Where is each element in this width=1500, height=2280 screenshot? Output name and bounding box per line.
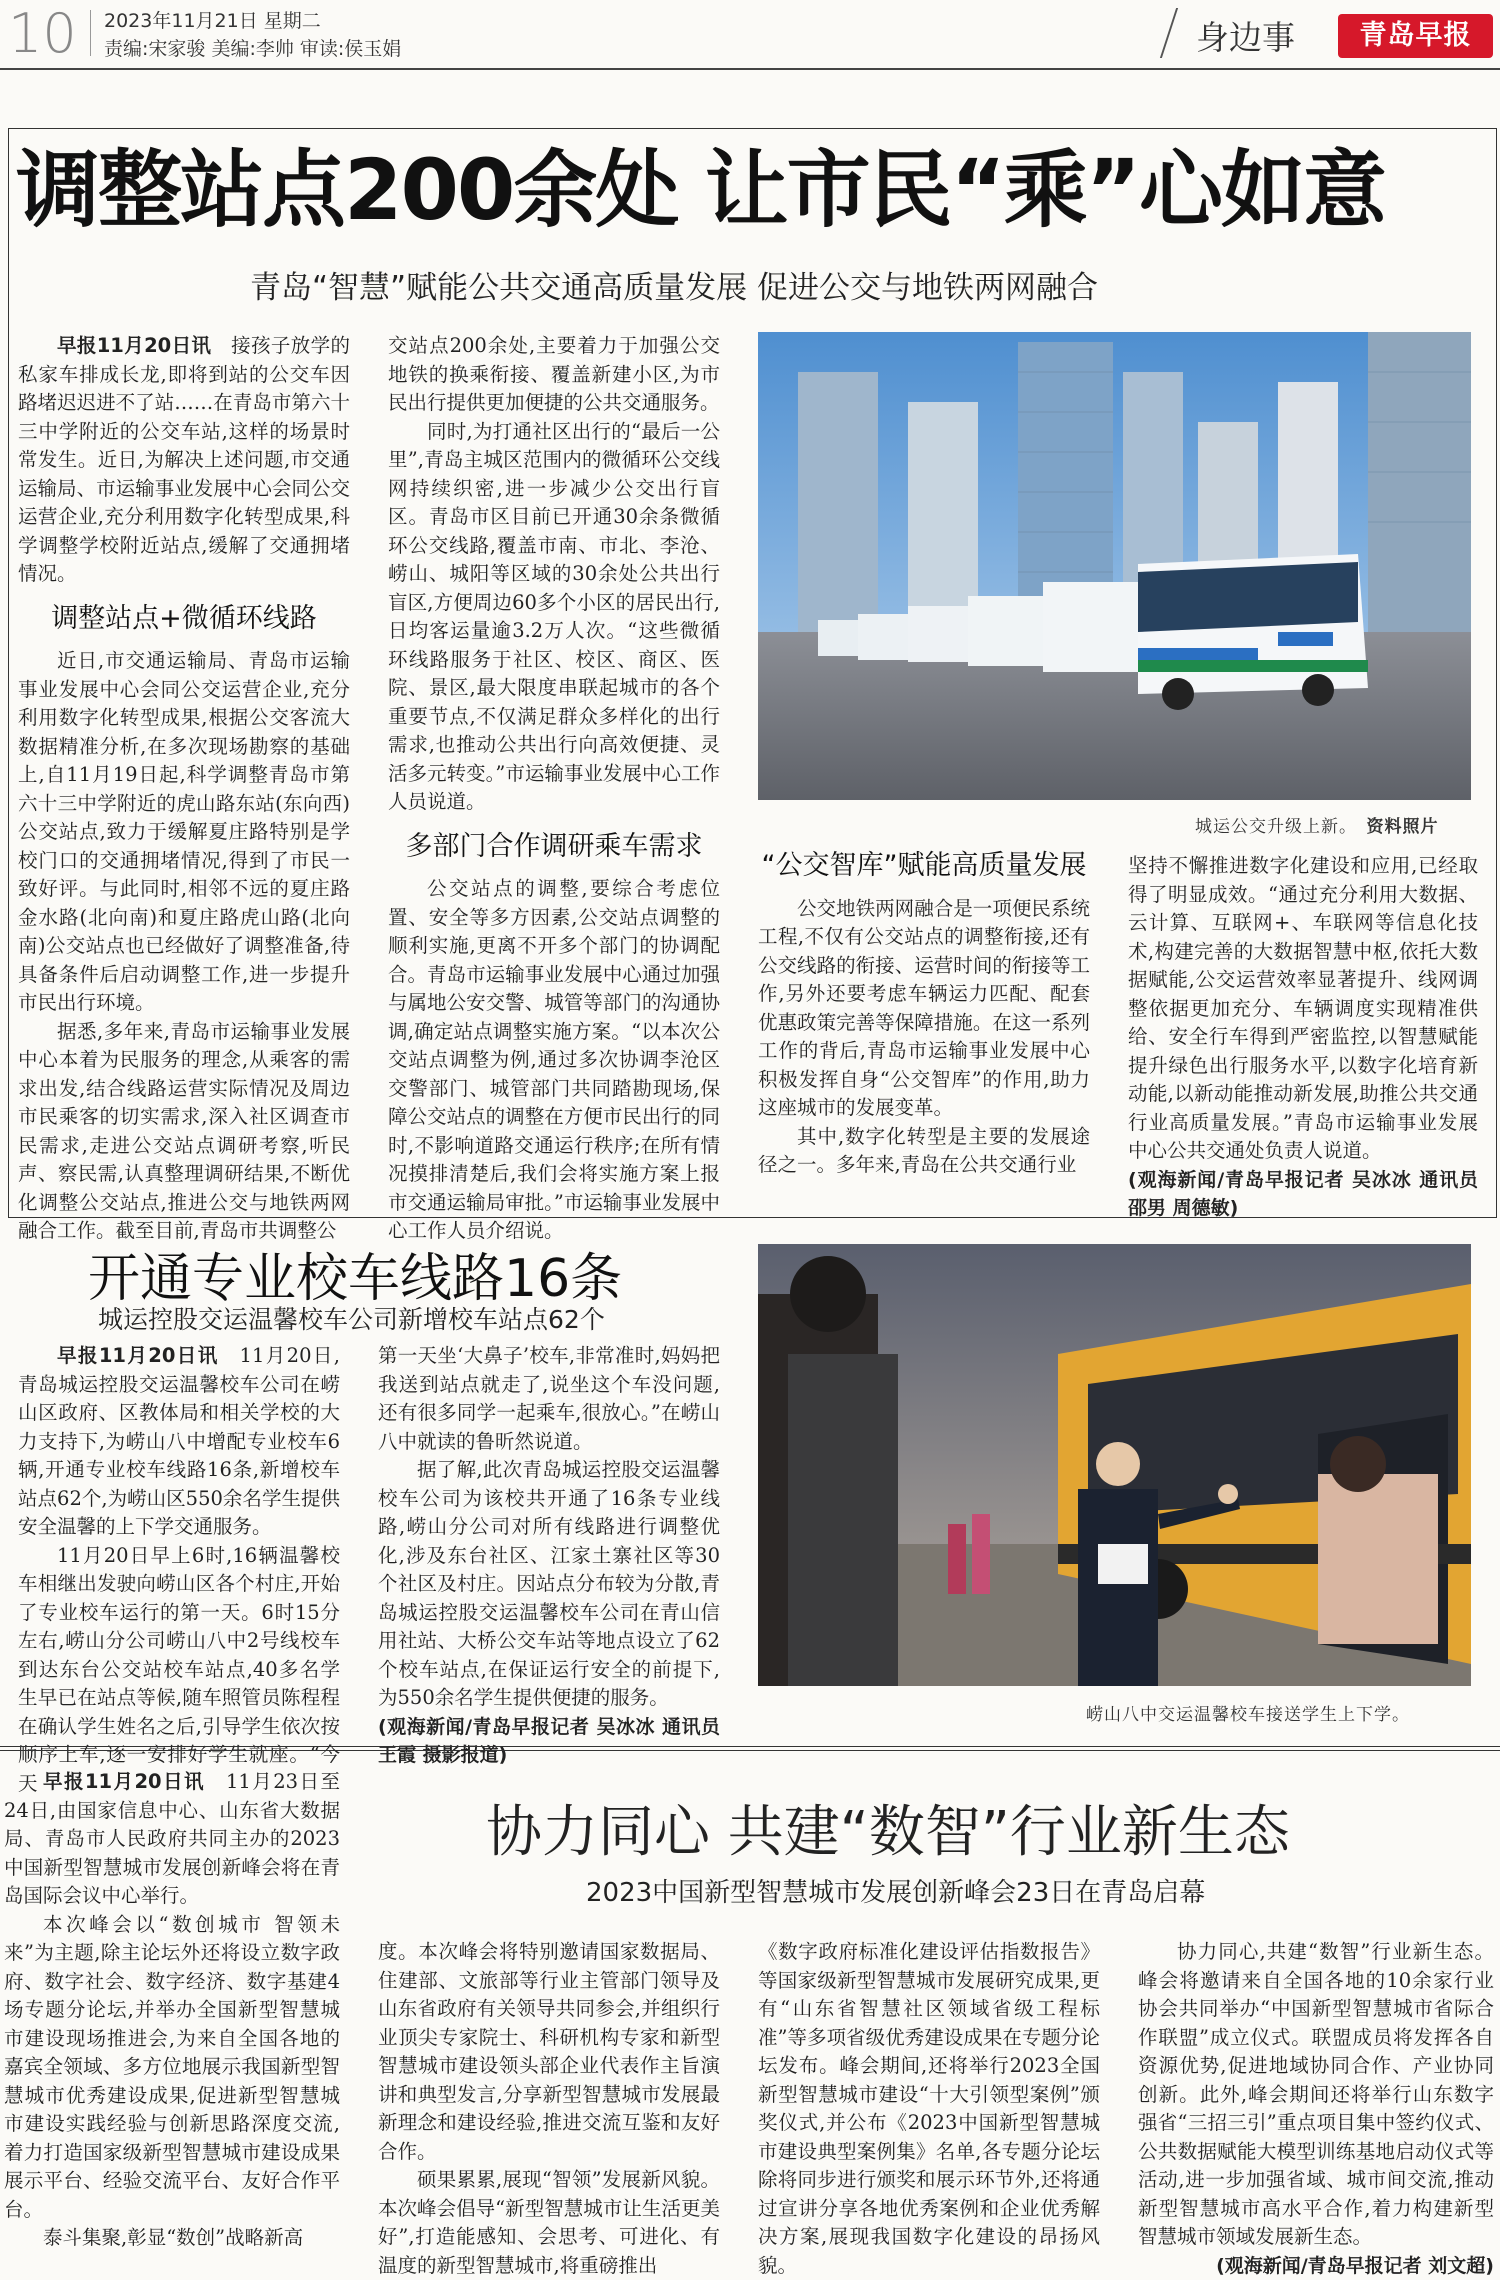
bus-fleet-image <box>758 332 1471 800</box>
article2-subheadline: 城运控股交运温馨校车公司新增校车站点62个 <box>98 1300 605 1336</box>
article2-headline: 开通专业校车线路16条 <box>88 1236 622 1311</box>
article1-paragraph: 公交站点的调整,要综合考虑位置、安全等多方因素,公交站点调整的顺利实施,更离不开多个部门的协调配合。青岛市运输事业发展中心通过加强与属地公安交警、城管等部门的沟通协调,确定站点调整实施方案。“以本次公交站点调整为例,通过多次协调李沧区交警部门、城管部门共同踏勘现场,保障公交站点的调整在方便市民出行的同时,不影响道路交通运行秩序;在所有情况摸排清楚后,我们会将实施方案上报市交通运输局审批。”市运输事业发展中心工作人员介绍说。 <box>388 875 720 1246</box>
article2-paragraph: 据了解,此次青岛城运控股交运温馨校车公司为该校共开通了16条专业线路,崂山分公司对所有线路进行调整优化,涉及东台社区、江家土寨社区等30个社区及村庄。因站点分布较为分散,青岛城运控股交运温馨校车公司在青山信用社站、大桥公交车站等地点设立了62个校车站点,在保证运行安全的前提下,为550余名学生提供便捷的服务。 <box>378 1456 720 1713</box>
article1-column-1 <box>18 332 350 1246</box>
article1-paragraph: 据悉,多年来,青岛市运输事业发展中心本着为民服务的理念,从乘客的需求出发,结合线路运营实际情况及周边市民乘客的切实需求,深入社区调查市民需求,走进公交站点调研考察,听民声、察民需,认真整理调研结果,不断优化调整公交站点,推进公交与地铁两网融合工作。截至目前,青岛市共调整公 <box>18 1018 350 1246</box>
article1-photo-caption: 城运公交升级上新。 资料照片 <box>1195 812 1439 837</box>
section-divider <box>1160 8 1178 58</box>
article1-column-3 <box>758 852 1090 1180</box>
article3-column-1 <box>4 1768 340 2253</box>
article2-photo-school-bus <box>758 1244 1471 1686</box>
article1-byline: (观海新闻/青岛早报记者 吴冰冰 通讯员 邵男 周德敏) <box>1128 1166 1478 1223</box>
article1-paragraph: 公交地铁两网融合是一项便民系统工程,不仅有公交站点的调整衔接,还有公交线路的衔接、运营时间的衔接等工作,另外还要考虑车辆运力匹配、配套优惠政策完善等保障措施。在这一系列工作的背后,青岛市运输事业发展中心积极发挥自身“公交智库”的作用,助力这座城市的发展变革。 <box>758 895 1090 1123</box>
article2-column-1 <box>18 1342 340 1798</box>
page-header <box>0 0 1500 70</box>
article3-paragraph: 硕果累累,展现“智领”发展新风貌。本次峰会倡导“新型智慧城市让生活更美好”,打造能感知、会思考、可进化、有温度的新型智慧城市,将重磅推出 <box>378 2166 720 2280</box>
article1-subheadline: 青岛“智慧”赋能公共交通高质量发展 促进公交与地铁两网融合 <box>250 262 1098 307</box>
photo-credit: 资料照片 <box>1367 817 1439 837</box>
article1-paragraph: 交站点200余处,主要着力于加强公交地铁的换乘衔接、覆盖新建小区,为市民出行提供更加便捷的公共交通服务。 <box>388 332 720 418</box>
article1-headline: 调整站点200余处 让市民“乘”心如意 <box>16 140 1486 240</box>
article1-subhead-2: 多部门合作调研乘车需求 <box>388 833 720 862</box>
article1-subhead-1: 调整站点+微循环线路 <box>18 605 350 634</box>
article3-subheadline: 2023中国新型智慧城市发展创新峰会23日在青岛启幕 <box>586 1872 1205 1909</box>
article1-paragraph: 坚持不懈推进数字化建设和应用,已经取得了明显成效。“通过充分利用大数据、云计算、互联网+、车联网等信息化技术,构建完善的大数据智慧中枢,依托大数据赋能,公交运营效率显著提升、线网调整依据更加充分、车辆调度实现精准供给、安全行车得到严密监控,以智慧赋能提升绿色出行服务水平,以数字化培育新动能,以新动能推动新发展,助推公共交通行业高质量发展。”青岛市运输事业发展中心公共交通处负责人说道。 <box>1128 852 1478 1166</box>
dateline: 早报11月20日讯 <box>43 1770 205 1793</box>
article2-paragraph: 11月20日早上6时,16辆温馨校车相继出发驶向崂山区各个村庄,开始了专业校车运行的第一天。6时15分左右,崂山分公司崂山八中2号线校车到达东台公交站校车站点,40多名学生早已在站点等候,随车照管员陈程程在确认学生姓名之后,引导学生依次按顺序上车,逐一安排好学生就座。“今天 <box>18 1542 340 1799</box>
editor-credits: 责编:宋家骏 美编:李帅 审读:侯玉娟 <box>104 34 401 61</box>
article3-column-3 <box>758 1938 1100 2280</box>
article1-paragraph: 近日,市交通运输局、青岛市运输事业发展中心会同公交运营企业,充分利用数字化转型成果,根据公交客流大数据精准分析,在多次现场勘察的基础上,自11月19日起,科学调整青岛市第六十三中学附近的虎山路东站(东向西)公交站点,致力于缓解夏庄路特别是学校门口的交通拥堵情况,得到了市民一致好评。与此同时,相邻不远的夏庄路金水路(北向南)和夏庄路虎山路(北向南)公交站点也已经做好了调整准备,待具备条件后启动调整工作,进一步提升市民出行环境。 <box>18 647 350 1018</box>
article3-column-2 <box>378 1938 720 2280</box>
article3-paragraph: 泰斗集聚,彰显“数创”战略新高 <box>4 2224 340 2253</box>
article3-paragraph: 《数字政府标准化建设评估指数报告》等国家级新型智慧城市发展研究成果,更有“山东省智慧社区领域省级工程标准”等多项省级优秀建设成果在专题分论坛发布。峰会期间,还将举行2023全国新型智慧城市建设“十大引领型案例”颁奖仪式,并公布《2023中国新型智慧城市建设典型案例集》名单,各专题分论坛除将同步进行颁奖和展示环节外,还将通过宣讲分享各地优秀案例和企业优秀解决方案,展现我国数字化建设的昂扬风貌。 <box>758 1938 1100 2280</box>
school-bus-image <box>758 1244 1471 1686</box>
article2-column-2 <box>378 1342 720 1770</box>
article1-lead-paragraph: 早报11月20日讯 接孩子放学的私家车排成长龙,即将到站的公交车因路堵迟迟进不了站……在青岛市第六十三中学附近的公交车站,这样的场景时常发生。近日,为解决上述问题,市交通运输局、市运输事业发展中心会同公交运营企业,充分利用数字化转型成果,科学调整学校附近站点,缓解了交通拥堵情况。 <box>18 332 350 589</box>
article2-byline: (观海新闻/青岛早报记者 吴冰冰 通讯员 王霞 摄影报道) <box>378 1713 720 1770</box>
page-number: 10 <box>8 2 77 65</box>
masthead-text: 青岛早报 <box>1360 20 1472 51</box>
article3-headline: 协力同心 共建“数智”行业新生态 <box>486 1788 1290 1868</box>
article1-paragraph: 其中,数字化转型是主要的发展途径之一。多年来,青岛在公共交通行业 <box>758 1123 1090 1180</box>
article3-paragraph: 度。本次峰会将特别邀请国家数据局、住建部、文旅部等行业主管部门领导及山东省政府有关领导共同参会,并组织行业顶尖专家院士、科研机构专家和新型智慧城市建设领头部企业代表作主旨演讲和典型发言,分享新型智慧城市发展最新理念和建设经验,推进交流互鉴和友好合作。 <box>378 1938 720 2166</box>
dateline: 早报11月20日讯 <box>57 334 211 357</box>
section-name: 身边事 <box>1196 12 1295 59</box>
masthead-logo <box>1338 14 1493 58</box>
issue-date: 2023年11月21日 星期二 <box>104 6 321 33</box>
header-divider <box>90 10 91 56</box>
dateline: 早报11月20日讯 <box>57 1344 219 1367</box>
article1-photo-buses <box>758 332 1471 800</box>
article1-column-2 <box>388 332 720 1246</box>
article2-paragraph: 第一天坐‘大鼻子’校车,非常准时,妈妈把我送到站点就走了,说坐这个车没问题,还有很多同学一起乘车,很放心。”在崂山八中就读的鲁昕然说道。 <box>378 1342 720 1456</box>
article3-byline: (观海新闻/青岛早报记者 刘文超) <box>1138 2252 1494 2280</box>
article1-column-4 <box>1128 852 1478 1223</box>
article3-lead-paragraph: 早报11月20日讯 11月23日至24日,由国家信息中心、山东省大数据局、青岛市人民政府共同主办的2023中国新型智慧城市发展创新峰会将在青岛国际会议中心举行。 <box>4 1768 340 1911</box>
header-rule <box>0 68 1500 70</box>
article3-paragraph: 本次峰会以“数创城市 智领未来”为主题,除主论坛外还将设立数字政府、数字社会、数字经济、数字基建4场专题分论坛,并举办全国新型智慧城市建设现场推进会,为来自全国各地的嘉宾全领域、多方位地展示我国新型智慧城市优秀建设成果,促进新型智慧城市建设实践经验与创新思路深度交流,着力打造国家级新型智慧城市建设成果展示平台、经验交流平台、友好合作平台。 <box>4 1911 340 2225</box>
article2-photo-caption: 崂山八中交运温馨校车接送学生上下学。 <box>1086 1700 1410 1725</box>
article1-subhead-3: “公交智库”赋能高质量发展 <box>758 852 1090 881</box>
article2-lead-paragraph: 早报11月20日讯 11月20日,青岛城运控股交运温馨校车公司在崂山区政府、区教体局和相关学校的大力支持下,为崂山八中增配专业校车6辆,开通专业校车线路16条,新增校车站点62个,为崂山区550余名学生提供安全温馨的上下学交通服务。 <box>18 1342 340 1542</box>
section-rule <box>0 1746 1500 1751</box>
article3-paragraph: 协力同心,共建“数智”行业新生态。峰会将邀请来自全国各地的10余家行业协会共同举办“中国新型智慧城市省际合作联盟”成立仪式。联盟成员将发挥各自资源优势,促进地域协同合作、产业协同创新。此外,峰会期间还将举行山东数字强省“三招三引”重点项目集中签约仪式、公共数据赋能大模型训练基地启动仪式等活动,进一步加强省域、城市间交流,推动新型智慧城市高水平合作,着力构建新型智慧城市领域发展新生态。 <box>1138 1938 1494 2252</box>
article3-column-4 <box>1138 1938 1494 2280</box>
article1-paragraph: 同时,为打通社区出行的“最后一公里”,青岛主城区范围内的微循环公交线网持续织密,进一步减少公交出行盲区。青岛市区目前已开通30余条微循环公交线路,覆盖市南、市北、李沧、崂山、城阳等区域的30余处公共出行盲区,方便周边60多个小区的居民出行,日均客运量逾3.2万人次。“这些微循环线路服务于社区、校区、商区、医院、景区,最大限度串联起城市的各个重要节点,不仅满足群众多样化的出行需求,也推动公共出行向高效便捷、灵活多元转变。”市运输事业发展中心工作人员说道。 <box>388 418 720 817</box>
